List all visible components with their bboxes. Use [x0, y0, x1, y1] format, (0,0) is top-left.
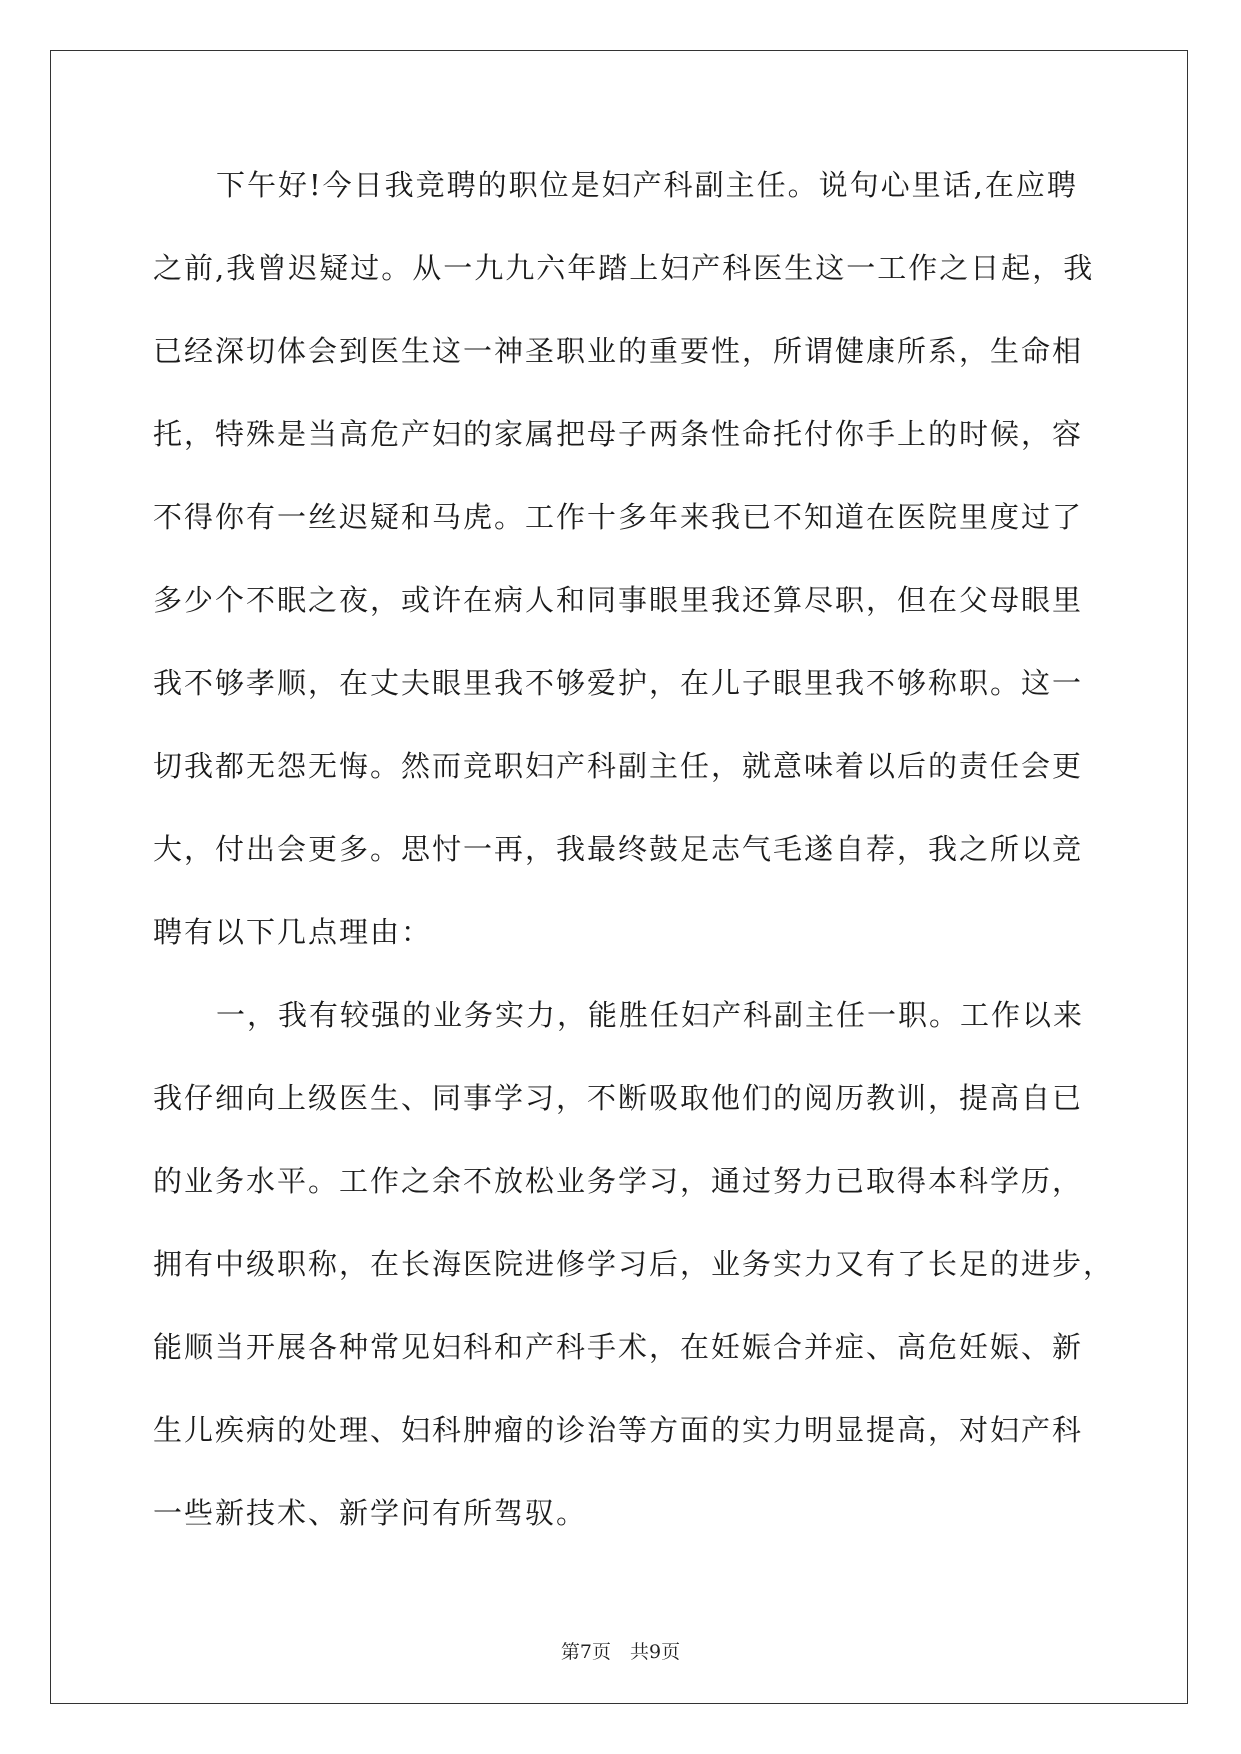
text-line: 拥有中级职称，在长海医院进修学习后，业务实力又有了长足的进步， — [153, 1247, 1115, 1281]
text-line: 不得你有一丝迟疑和马虎。工作十多年来我已不知道在医院里度过了 — [153, 500, 1084, 534]
text-line: 的业务水平。工作之余不放松业务学习，通过努力已取得本科学历， — [153, 1164, 1084, 1198]
text-line: 能顺当开展各种常见妇科和产科手术，在妊娠合并症、高危妊娠、新 — [153, 1330, 1084, 1364]
text-line: 多少个不眠之夜，或许在病人和同事眼里我还算尽职，但在父母眼里 — [153, 583, 1084, 617]
text-line: 一些新技术、新学问有所驾驭。 — [153, 1496, 588, 1530]
text-line: 我仔细向上级医生、同事学习，不断吸取他们的阅历教训，提高自已 — [153, 1081, 1084, 1115]
text-line: 切我都无怨无悔。然而竞职妇产科副主任，就意味着以后的责任会更 — [153, 749, 1084, 783]
text-line: 下午好!今日我竞聘的职位是妇产科副主任。说句心里话,在应聘 — [216, 168, 1078, 202]
page-number: 第7页 共9页 — [560, 1641, 681, 1663]
document-body — [153, 160, 1115, 1571]
text-line: 聘有以下几点理由： — [153, 915, 433, 949]
text-line: 生儿疾病的处理、妇科肿瘤的诊治等方面的实力明显提高，对妇产科 — [153, 1413, 1084, 1447]
text-line: 我不够孝顺，在丈夫眼里我不够爱护，在儿子眼里我不够称职。这一 — [153, 666, 1084, 700]
text-line: 托，特殊是当高危产妇的家属把母子两条性命托付你手上的时候，容 — [153, 417, 1084, 451]
text-line: 之前,我曾迟疑过。从一九九六年踏上妇产科医生这一工作之日起，我 — [153, 251, 1095, 285]
text-line: 已经深切体会到医生这一神圣职业的重要性，所谓健康所系，生命相 — [153, 334, 1084, 368]
text-line: 一，我有较强的业务实力，能胜任妇产科副主任一职。工作以来 — [216, 998, 1085, 1032]
text-line: 大，付出会更多。思忖一再，我最终鼓足志气毛遂自荐，我之所以竞 — [153, 832, 1084, 866]
